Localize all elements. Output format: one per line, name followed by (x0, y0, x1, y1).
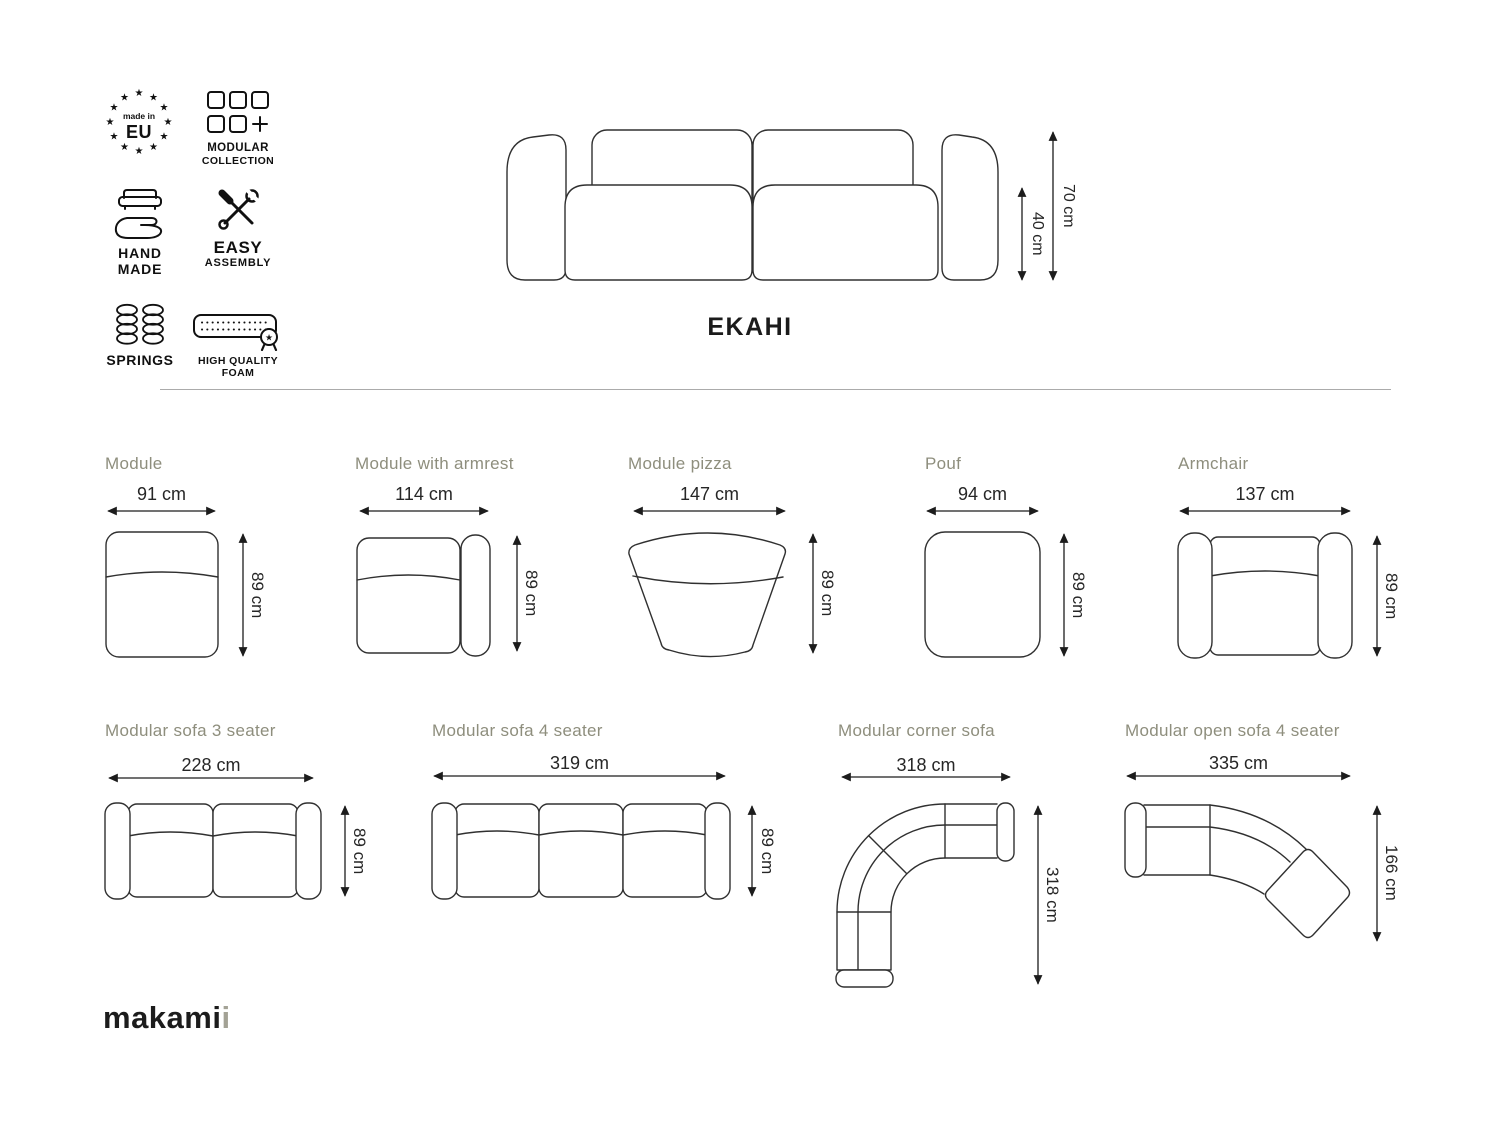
svg-text:★: ★ (105, 117, 115, 128)
depth-dimension-label: 89 cm (248, 571, 267, 619)
product-title: Modular open sofa 4 seater (1125, 721, 1340, 740)
svg-text:★: ★ (149, 92, 158, 104)
width-dimension-label: 137 cm (1235, 484, 1295, 504)
badge-springs (98, 303, 182, 368)
svg-text:★: ★ (134, 146, 144, 157)
brand-logo-black: makami (103, 1000, 222, 1035)
depth-dimension-label: 166 cm (1382, 845, 1401, 901)
product-title: Modular sofa 4 seater (432, 721, 603, 740)
foam-label-line1: HIGH QUALITY (197, 355, 279, 367)
hand-made-label-line2: MADE (117, 261, 163, 277)
hero-section (505, 120, 1105, 295)
depth-dimension-label: 89 cm (758, 827, 777, 875)
product-modular-open-sofa-4-seater (1120, 715, 1410, 975)
product-title: Modular corner sofa (838, 721, 995, 740)
product-title: Modular sofa 3 seater (105, 721, 276, 740)
product-module (100, 448, 280, 670)
product-title: Module pizza (628, 454, 732, 473)
width-dimension-label: 94 cm (957, 484, 1008, 504)
high-quality-foam-icon (192, 307, 284, 351)
width-dimension-label: 228 cm (181, 755, 241, 775)
badge-modular-collection (183, 90, 293, 168)
product-title: Module (105, 454, 163, 473)
svg-text:★: ★ (149, 142, 158, 153)
badge-made-in-eu (100, 84, 178, 162)
svg-text:★: ★ (109, 131, 119, 143)
depth-dimension-label: 89 cm (522, 570, 541, 617)
product-title: Pouf (925, 454, 962, 473)
width-dimension-label: 318 cm (896, 755, 956, 775)
modular-collection-icon (206, 90, 270, 136)
product-title: Module with armrest (355, 454, 514, 473)
depth-dimension-label: 318 cm (1043, 867, 1062, 923)
depth-dimension-label: 89 cm (1382, 572, 1401, 620)
springs-label: SPRINGS (106, 352, 174, 368)
easy-assembly-icon (215, 186, 261, 234)
hand-made-label-line1: HAND (118, 245, 162, 261)
depth-dimension-label: 89 cm (350, 827, 369, 875)
product-armchair (1175, 448, 1405, 670)
product-pouf (920, 448, 1100, 670)
svg-text:★: ★ (159, 131, 169, 143)
hand-made-icon (112, 186, 168, 240)
section-divider (160, 389, 1391, 390)
badge-hand-made (100, 186, 180, 277)
foam-label-line2: FOAM (221, 367, 255, 379)
svg-text:★: ★ (120, 142, 129, 153)
svg-text:★: ★ (159, 102, 169, 114)
svg-text:★: ★ (134, 88, 144, 99)
product-module-pizza (625, 448, 840, 670)
depth-dimension-label: 89 cm (818, 569, 837, 617)
width-dimension-label: 114 cm (395, 484, 453, 504)
sofa-3-seater-top-view-drawing (100, 715, 380, 915)
module-with-armrest-top-view-drawing (350, 448, 550, 670)
badge-easy-assembly (183, 186, 293, 270)
module-pizza-top-view-drawing (625, 448, 840, 670)
product-title: Armchair (1178, 454, 1249, 473)
collection-title: EKAHI (707, 313, 793, 341)
seat-height-dimension-label: 40 cm (1029, 212, 1046, 256)
svg-text:★: ★ (109, 102, 119, 114)
svg-text:★: ★ (264, 332, 274, 343)
brand-logo-gray: i (221, 1000, 231, 1035)
modular-label-line2: COLLECTION (201, 155, 275, 167)
sofa-front-view-drawing (505, 120, 1105, 295)
width-dimension-label: 147 cm (679, 484, 740, 504)
product-modular-sofa-4-seater (428, 715, 788, 915)
open-sofa-top-view-drawing (1120, 715, 1410, 975)
made-in-eu-icon (101, 84, 177, 162)
product-module-with-armrest (350, 448, 550, 670)
easy-assembly-label-line2: ASSEMBLY (204, 257, 272, 269)
product-modular-sofa-3-seater (100, 715, 380, 915)
made-in-text: made in (122, 111, 156, 121)
brand-logo (103, 1000, 231, 1036)
svg-text:★: ★ (163, 117, 173, 128)
svg-text:★: ★ (120, 92, 129, 104)
width-dimension-label: 335 cm (1208, 753, 1269, 773)
product-modular-corner-sofa (833, 715, 1093, 1005)
springs-icon (114, 303, 166, 347)
width-dimension-label: 91 cm (136, 484, 187, 504)
armchair-top-view-drawing (1175, 448, 1405, 670)
badge-high-quality-foam (180, 307, 296, 379)
modular-label-line1: MODULAR (207, 142, 269, 154)
width-dimension-label: 319 cm (549, 753, 610, 773)
sofa-4-seater-top-view-drawing (428, 715, 788, 915)
total-height-dimension-label: 70 cm (1060, 184, 1077, 228)
eu-text: EU (125, 122, 153, 142)
easy-assembly-label-line1: EASY (213, 238, 263, 257)
depth-dimension-label: 89 cm (1069, 571, 1088, 619)
